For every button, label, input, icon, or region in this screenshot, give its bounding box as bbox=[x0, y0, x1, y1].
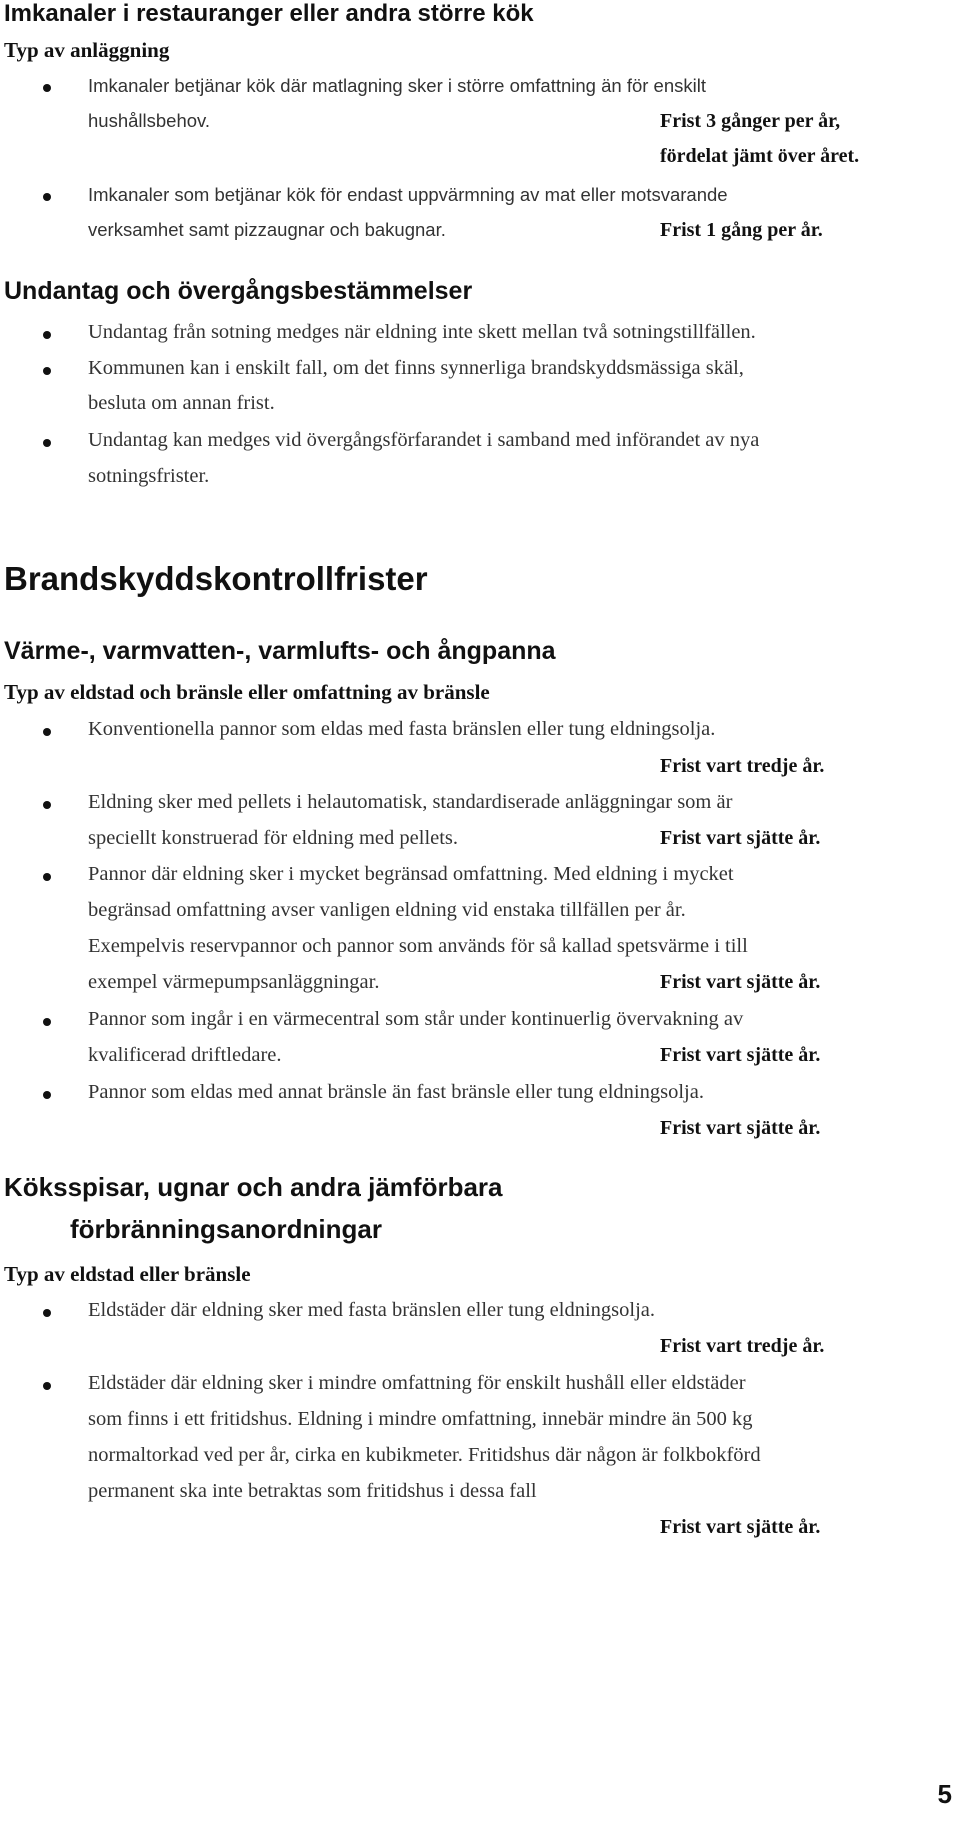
list-item-line: normaltorkad ved per år, cirka en kubikmeter. Fritidshus där någon är folkbokförd bbox=[88, 1444, 761, 1466]
frist-label: fördelat jämt över året. bbox=[660, 145, 860, 167]
section-title-varmepanna: Värme-, varmvatten-, varmlufts- och ångpanna bbox=[4, 637, 556, 665]
subheading-typ-av-eldstad-och-bransle: Typ av eldstad och bränsle eller omfattning av bränsle bbox=[4, 680, 490, 704]
frist-label: Frist 3 gånger per år, bbox=[660, 110, 841, 132]
frist-label: Frist vart tredje år. bbox=[660, 1335, 825, 1357]
list-item-line: Eldning sker med pellets i helautomatisk, standardiserade anläggningar som är bbox=[88, 791, 733, 813]
list-item-line: Eldstäder där eldning sker med fasta bränslen eller tung eldningsolja. bbox=[88, 1299, 655, 1321]
frist-label: Frist vart sjätte år. bbox=[660, 1516, 821, 1538]
section-title-koksspisar: Köksspisar, ugnar och andra jämförbara bbox=[4, 1172, 503, 1202]
bullet-icon bbox=[43, 1309, 51, 1317]
subheading-typ-av-eldstad-eller-bransle: Typ av eldstad eller bränsle bbox=[4, 1262, 251, 1286]
list-item-line: Eldstäder där eldning sker i mindre omfattning för enskilt hushåll eller eldstäder bbox=[88, 1372, 746, 1394]
list-item-line: exempel värmepumpsanläggningar. bbox=[88, 971, 380, 993]
list-item-line: Undantag kan medges vid övergångsförfarandet i samband med införandet av nya bbox=[88, 429, 760, 451]
bullet-icon bbox=[43, 84, 51, 92]
frist-label: Frist 1 gång per år. bbox=[660, 219, 823, 241]
list-item-line: Kommunen kan i enskilt fall, om det finns synnerliga brandskyddsmässiga skäl, bbox=[88, 357, 744, 379]
list-item-line: Pannor som eldas med annat bränsle än fast bränsle eller tung eldningsolja. bbox=[88, 1081, 704, 1103]
section-title-brandskyddskontrollfrister: Brandskyddskontrollfrister bbox=[4, 560, 428, 597]
list-item-line: begränsad omfattning avser vanligen eldning vid enstaka tillfällen per år. bbox=[88, 899, 686, 921]
section-title-imkanaler: Imkanaler i restauranger eller andra större kök bbox=[4, 0, 534, 27]
list-item-line: hushållsbehov. bbox=[88, 110, 211, 131]
list-item-line: besluta om annan frist. bbox=[88, 392, 275, 414]
list-item-line: speciellt konstruerad för eldning med pellets. bbox=[88, 827, 459, 849]
list-item-line: permanent ska inte betraktas som fritidshus i dessa fall bbox=[88, 1480, 537, 1502]
frist-label: Frist vart sjätte år. bbox=[660, 971, 821, 993]
list-item-line: verksamhet samt pizzaugnar och bakugnar. bbox=[88, 219, 446, 240]
bullet-icon bbox=[43, 1091, 51, 1099]
bullet-icon bbox=[43, 331, 51, 339]
list-item-line: Exempelvis reservpannor och pannor som används för så kallad spetsvärme i till bbox=[88, 935, 748, 957]
list-item-line: Imkanaler som betjänar kök för endast uppvärmning av mat eller motsvarande bbox=[88, 184, 728, 205]
list-item-line: Undantag från sotning medges när eldning inte skett mellan två sotningstillfällen. bbox=[88, 321, 756, 343]
list-item-line: sotningsfrister. bbox=[88, 465, 210, 487]
list-item-line: Imkanaler betjänar kök där matlagning sker i större omfattning än för enskilt bbox=[88, 75, 706, 96]
list-item-line: Konventionella pannor som eldas med fasta bränslen eller tung eldningsolja. bbox=[88, 718, 716, 740]
bullet-icon bbox=[43, 367, 51, 375]
frist-label: Frist vart sjätte år. bbox=[660, 827, 821, 849]
bullet-icon bbox=[43, 193, 51, 201]
frist-label: Frist vart tredje år. bbox=[660, 755, 825, 777]
list-item-line: Pannor där eldning sker i mycket begränsad omfattning. Med eldning i mycket bbox=[88, 863, 734, 885]
frist-label: Frist vart sjätte år. bbox=[660, 1117, 821, 1139]
bullet-icon bbox=[43, 1382, 51, 1390]
subheading-typ-av-anlaggning: Typ av anläggning bbox=[4, 38, 170, 62]
bullet-icon bbox=[43, 801, 51, 809]
section-title-undantag: Undantag och övergångsbestämmelser bbox=[4, 277, 473, 305]
list-item-line: som finns i ett fritidshus. Eldning i mindre omfattning, innebär mindre än 500 kg bbox=[88, 1408, 753, 1430]
bullet-icon bbox=[43, 1018, 51, 1026]
list-item-line: Pannor som ingår i en värmecentral som står under kontinuerlig övervakning av bbox=[88, 1008, 744, 1030]
section-title-koksspisar-line2: förbränningsanordningar bbox=[70, 1214, 382, 1244]
frist-label: Frist vart sjätte år. bbox=[660, 1044, 821, 1066]
bullet-icon bbox=[43, 728, 51, 736]
bullet-icon bbox=[43, 873, 51, 881]
bullet-icon bbox=[43, 439, 51, 447]
list-item-line: kvalificerad driftledare. bbox=[88, 1044, 282, 1066]
page-number: 5 bbox=[937, 1779, 952, 1809]
